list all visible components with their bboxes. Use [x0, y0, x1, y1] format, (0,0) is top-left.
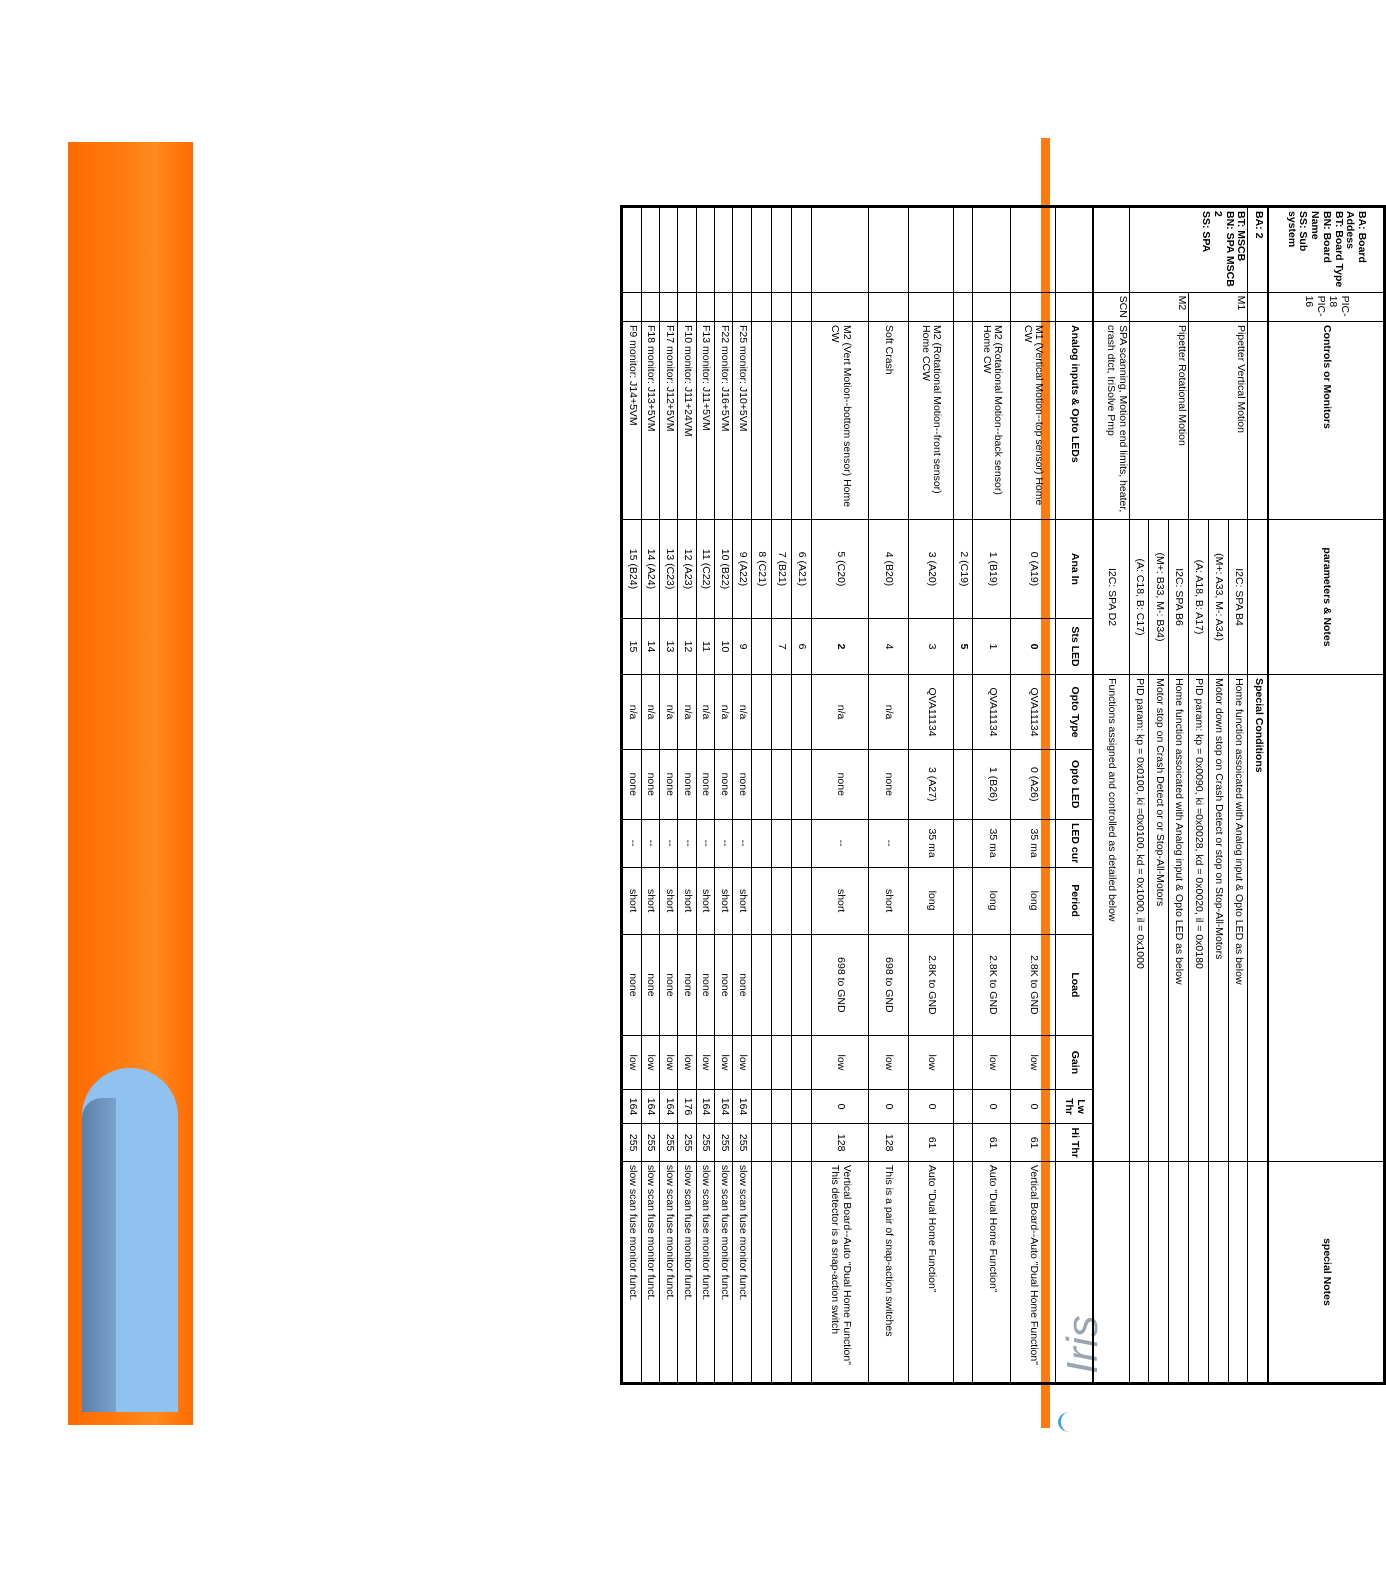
analog-cell: none [678, 934, 696, 1036]
scn-desc: Functions assigned and controlled as detailed below [1093, 675, 1129, 1162]
analog-cell [953, 675, 973, 750]
analog-cell: none [715, 749, 733, 819]
analog-cell: 255 [678, 1124, 696, 1161]
board-ba: BA: 2 [1248, 207, 1268, 293]
analog-cell: short [733, 867, 751, 934]
analog-cell: -- [660, 819, 678, 867]
analog-cell: none [733, 749, 751, 819]
analog-cell: none [696, 934, 714, 1036]
m1-row-1 [1228, 207, 1248, 1384]
analog-cell: 2.8K to GND [973, 934, 1010, 1036]
analog-cell [953, 934, 973, 1036]
analog-cell: 698 to GND [811, 934, 868, 1036]
analog-cell: none [733, 934, 751, 1036]
analog-cell: low [641, 1036, 659, 1090]
analog-cell: n/a [715, 675, 733, 750]
analog-cell [791, 322, 811, 520]
analog-cell: none [660, 749, 678, 819]
m1-i2c: I2C: SPA B4 [1228, 519, 1248, 674]
analog-row [868, 207, 908, 1384]
analog-cell: Vertical Board--Auto "Dual Home Function" This detector is a snap-action switch [811, 1161, 868, 1383]
analog-cell: low [1010, 1036, 1055, 1090]
analog-cell: 7 [771, 618, 791, 674]
analog-cell: 12 (A23) [678, 519, 696, 618]
analog-cell: This is a pair of snap-action switches [868, 1161, 908, 1383]
analog-cell: 15 (B24) [622, 519, 642, 618]
analog-cell: none [660, 934, 678, 1036]
analog-cell: 255 [715, 1124, 733, 1161]
analog-cell: low [973, 1036, 1010, 1090]
analog-cell: 176 [678, 1089, 696, 1124]
analog-cell: 164 [733, 1089, 751, 1124]
analog-cell: M1 (Vertical Motion--top sensor) Home CW [1010, 322, 1055, 520]
analog-cell: 35 ma [973, 819, 1010, 867]
col-period: Period [1055, 867, 1093, 934]
analog-cell: -- [715, 819, 733, 867]
legend-ss: SS: Sub system [1285, 211, 1310, 252]
analog-cell: 128 [811, 1124, 868, 1161]
legend-bn: BN: Board Name [1309, 211, 1333, 263]
analog-cell [751, 819, 771, 867]
analog-cell [791, 1161, 811, 1383]
analog-row [733, 207, 751, 1384]
analog-cell: low [660, 1036, 678, 1090]
analog-row [696, 207, 714, 1384]
analog-cell: n/a [811, 675, 868, 750]
legend-cell [1268, 207, 1384, 293]
scn-name: SPA scanning, Motion end limits, heater, crash dtct, IriSolve Pmp [1093, 322, 1129, 520]
m1-cond2: Motor down stop on Crash Detect or stop on Stop-All-Motors [1208, 675, 1228, 1162]
analog-cell: 164 [696, 1089, 714, 1124]
analog-cell [771, 749, 791, 819]
analog-cell: low [715, 1036, 733, 1090]
analog-row [973, 207, 1010, 1384]
legend-bt: BT: Board Type [1332, 211, 1345, 288]
legend-ba: BA: Board Addess [1344, 211, 1369, 263]
pic-cell [1268, 292, 1384, 321]
analog-cell [953, 1124, 973, 1161]
analog-cell: 164 [660, 1089, 678, 1124]
params-header: parameters & Notes [1268, 519, 1384, 674]
col-lw-thr: Lw Thr [1055, 1089, 1093, 1124]
analog-cell: 255 [733, 1124, 751, 1161]
analog-cell [791, 1036, 811, 1090]
params-header-spacer [1268, 675, 1384, 1162]
analog-cell: short [868, 867, 908, 934]
board-spec-table [620, 205, 1386, 1385]
analog-cell [791, 867, 811, 934]
m1-cond3: PID param: kp = 0x0090, ki =0x0028, kd = 0x0020, il = 0x0180 [1189, 675, 1209, 1162]
analog-cell: F9 monitor: J14+5VM [622, 322, 642, 520]
analog-cell: 2.8K to GND [1010, 934, 1055, 1036]
analog-cell: 11 [696, 618, 714, 674]
analog-cell [771, 934, 791, 1036]
analog-cell: slow scan fuse monitor funct. [715, 1161, 733, 1383]
m1-name: Pipetter Vertical Motion [1189, 322, 1248, 520]
analog-cell: 5 [953, 618, 973, 674]
m2-cond2: Motor stop on Crash Detect or or Stop-All-Motors [1149, 675, 1169, 1162]
m2-row-1 [1169, 207, 1189, 1384]
analog-cell [771, 1089, 791, 1124]
analog-cell: slow scan fuse monitor funct. [678, 1161, 696, 1383]
analog-cell: -- [811, 819, 868, 867]
analog-cell: 3 (A27) [908, 749, 953, 819]
analog-cell: 9 [733, 618, 751, 674]
analog-cell: short [678, 867, 696, 934]
analog-cell: -- [678, 819, 696, 867]
iris-logo: Iris [1058, 1315, 1107, 1374]
analog-cell: -- [733, 819, 751, 867]
analog-cell: slow scan fuse monitor funct. [660, 1161, 678, 1383]
analog-cell: 61 [1010, 1124, 1055, 1161]
scn-id: SCN [1093, 292, 1129, 321]
analog-cell: low [868, 1036, 908, 1090]
m2-name: Pipetter Rotational Motion [1129, 322, 1188, 520]
analog-row [771, 207, 791, 1384]
analog-cell: 61 [908, 1124, 953, 1161]
m2-i2c: I2C: SPA B6 [1169, 519, 1189, 674]
m1-cond1: Home function assoicated with Analog input & Opto LED as below [1228, 675, 1248, 1162]
analog-cell: F25 monitor: J10+5VM [733, 322, 751, 520]
analog-cell [791, 819, 811, 867]
analog-cell: 255 [660, 1124, 678, 1161]
analog-cell: 14 (A24) [641, 519, 659, 618]
analog-cell: 11 (C22) [696, 519, 714, 618]
col-led-cur: LED cur [1055, 819, 1093, 867]
analog-cell: Auto "Dual Home Function" [973, 1161, 1010, 1383]
analog-row [751, 207, 771, 1384]
analog-cell: F18 monitor: J13+5VM [641, 322, 659, 520]
analog-cell: 164 [622, 1089, 642, 1124]
analog-cell: 10 (B22) [715, 519, 733, 618]
m2-id: M2 [1129, 292, 1188, 321]
m2-pins1: (M+: B33, M-: B34) [1149, 519, 1169, 674]
analog-cell: F13 monitor: J11+5VM [696, 322, 714, 520]
analog-cell: n/a [733, 675, 751, 750]
analog-cell: 4 (B20) [868, 519, 908, 618]
analog-cell [751, 675, 771, 750]
analog-cell: M2 (Vert Motion--bottom sensor) Home CW [811, 322, 868, 520]
analog-cell: low [908, 1036, 953, 1090]
analog-cell: none [696, 749, 714, 819]
analog-cell: 13 [660, 618, 678, 674]
analog-cell: 0 (A19) [1010, 519, 1055, 618]
analog-cell: 128 [868, 1124, 908, 1161]
analog-cell: Vertical Board--Auto "Dual Home Function" [1010, 1161, 1055, 1383]
analog-cell: M2 (Rotational Motion--front sensor) Home CCW [908, 322, 953, 520]
pic-16-label: PIC-16 [1303, 295, 1328, 317]
analog-cell [953, 867, 973, 934]
analog-cell: 2 [811, 618, 868, 674]
analog-cell: -- [868, 819, 908, 867]
analog-cell: none [811, 749, 868, 819]
board-ss: SS: SPA [1200, 211, 1213, 253]
analog-cell: -- [696, 819, 714, 867]
analog-row [641, 207, 659, 1384]
m1-pins1: (M+: A33, M-: A34) [1208, 519, 1228, 674]
col-opto-led: Opto LED [1055, 749, 1093, 819]
analog-cell: Soft Crash [868, 322, 908, 520]
analog-cell [771, 867, 791, 934]
analog-cell: QVA11134 [973, 675, 1010, 750]
analog-cell: n/a [622, 675, 642, 750]
analog-cell: 3 [908, 618, 953, 674]
analog-row [791, 207, 811, 1384]
col-ana-in: Ana In [1055, 519, 1093, 618]
analog-cell [953, 1036, 973, 1090]
analog-cell: none [868, 749, 908, 819]
m2-cond1: Home function assoicated with Analog input & Opto LED as below [1169, 675, 1189, 1162]
analog-cell: 1 [973, 618, 1010, 674]
analog-cell: 0 [868, 1089, 908, 1124]
analog-cell: 1 (B19) [973, 519, 1010, 618]
analog-cell: QVA11134 [1010, 675, 1055, 750]
analog-row [1010, 207, 1055, 1384]
scn-i2c: I2C: SPA D2 [1093, 519, 1129, 674]
analog-cell: 35 ma [908, 819, 953, 867]
col-opto-type: Opto Type [1055, 675, 1093, 750]
analog-cell: 9 (A22) [733, 519, 751, 618]
analog-cell [791, 1124, 811, 1161]
analog-title: Analog inputs & Opto LEDs [1055, 322, 1093, 520]
analog-cell: 14 [641, 618, 659, 674]
analog-cell [771, 1036, 791, 1090]
analog-cell [771, 322, 791, 520]
analog-cell: low [811, 1036, 868, 1090]
analog-cell: low [622, 1036, 642, 1090]
analog-cell: 3 (A20) [908, 519, 953, 618]
analog-cell: slow scan fuse monitor funct. [733, 1161, 751, 1383]
board-info [1129, 207, 1248, 293]
analog-cell [771, 819, 791, 867]
analog-cell: slow scan fuse monitor funct. [696, 1161, 714, 1383]
analog-cell [791, 1089, 811, 1124]
analog-cell: 5 (C20) [811, 519, 868, 618]
analog-cell [953, 819, 973, 867]
analog-row [715, 207, 733, 1384]
header-row [1268, 207, 1384, 1384]
analog-row [908, 207, 953, 1384]
analog-cell: 2 (C19) [953, 519, 973, 618]
board-row [1248, 207, 1268, 1384]
col-sts-led: Sts LED [1055, 618, 1093, 674]
analog-cell [953, 749, 973, 819]
analog-cell: 12 [678, 618, 696, 674]
analog-cell: none [715, 934, 733, 1036]
analog-cell: low [696, 1036, 714, 1090]
analog-cell: n/a [696, 675, 714, 750]
analog-cell: slow scan fuse monitor funct. [641, 1161, 659, 1383]
analog-cell: 2.8K to GND [908, 934, 953, 1036]
analog-cell: short [660, 867, 678, 934]
analog-cell: 61 [973, 1124, 1010, 1161]
analog-cell: 15 [622, 618, 642, 674]
analog-cell: short [622, 867, 642, 934]
analog-cell [751, 867, 771, 934]
pic-18-label: PIC-18 [1326, 295, 1351, 317]
analog-cell [791, 675, 811, 750]
col-gain: Gain [1055, 1036, 1093, 1090]
analog-cell: none [641, 934, 659, 1036]
analog-cell [791, 749, 811, 819]
analog-cell [751, 1124, 771, 1161]
analog-cell [771, 1124, 791, 1161]
analog-row [811, 207, 868, 1384]
analog-cell: low [678, 1036, 696, 1090]
analog-cell: 0 [1010, 618, 1055, 674]
analog-cell: none [622, 934, 642, 1036]
analog-cell: 255 [641, 1124, 659, 1161]
analog-cell: n/a [868, 675, 908, 750]
scn-row [1093, 207, 1129, 1384]
col-hi-thr: Hi Thr [1055, 1124, 1093, 1161]
analog-cell: 6 (A21) [791, 519, 811, 618]
analog-cell [751, 934, 771, 1036]
m2-cond3: PID param: kp = 0x0100, ki =0x0100, kd = 0x1000, il = 0x1000 [1129, 675, 1149, 1162]
analog-cell: M2 (Rotational Motion--back sensor) Home CW [973, 322, 1010, 520]
analog-cell [771, 1161, 791, 1383]
analog-row [622, 207, 642, 1384]
analog-cell: 35 ma [1010, 819, 1055, 867]
analog-cell: 0 [973, 1089, 1010, 1124]
analog-cell: 0 [811, 1089, 868, 1124]
analog-cell: -- [622, 819, 642, 867]
analog-cell: short [811, 867, 868, 934]
notes-header: special Notes [1268, 1161, 1384, 1383]
analog-cell: long [1010, 867, 1055, 934]
m2-pins2: (A: C18, B: C17) [1129, 519, 1149, 674]
special-conditions-label: Special Conditions [1248, 675, 1268, 1162]
analog-cell [751, 1036, 771, 1090]
analog-cell: 255 [696, 1124, 714, 1161]
controls-header: Controls or Monitors [1268, 322, 1384, 520]
analog-cell: 8 (C21) [751, 519, 771, 618]
board-bt: BT: MSCB [1235, 211, 1248, 262]
analog-cell: short [641, 867, 659, 934]
analog-cell: n/a [641, 675, 659, 750]
analog-cell: Auto "Dual Home Function" [908, 1161, 953, 1383]
logo-swoosh-icon [1058, 1412, 1081, 1432]
analog-cell: F22 monitor: J16+5VM [715, 322, 733, 520]
analog-cell: 255 [622, 1124, 642, 1161]
analog-cell: F10 monitor: J11+24VM [678, 322, 696, 520]
analog-cell: 10 [715, 618, 733, 674]
analog-cell [791, 934, 811, 1036]
analog-cell: 0 (A26) [1010, 749, 1055, 819]
analog-cell: 698 to GND [868, 934, 908, 1036]
analog-cell: -- [641, 819, 659, 867]
analog-cell: 6 [791, 618, 811, 674]
analog-cell: 0 [1010, 1089, 1055, 1124]
analog-row [660, 207, 678, 1384]
analog-cell: none [678, 749, 696, 819]
analog-cell: none [641, 749, 659, 819]
analog-cell: 4 [868, 618, 908, 674]
m1-pins2: (A: A18, B: A17) [1189, 519, 1209, 674]
col-load: Load [1055, 934, 1093, 1036]
analog-cell: short [715, 867, 733, 934]
analog-cell: 13 (C23) [660, 519, 678, 618]
analog-cell [751, 749, 771, 819]
analog-cell [953, 1161, 973, 1383]
analog-cell: n/a [660, 675, 678, 750]
analog-cell: 164 [715, 1089, 733, 1124]
analog-cell: low [733, 1036, 751, 1090]
analog-cell: F17 monitor: J12+5VM [660, 322, 678, 520]
analog-cell [953, 322, 973, 520]
analog-cell [751, 322, 771, 520]
analog-cell [771, 675, 791, 750]
analog-header-row [1055, 207, 1093, 1384]
analog-cell: 0 [908, 1089, 953, 1124]
analog-cell: 1 (B26) [973, 749, 1010, 819]
analog-cell: n/a [678, 675, 696, 750]
analog-cell: 7 (B21) [771, 519, 791, 618]
analog-cell: short [696, 867, 714, 934]
analog-cell: slow scan fuse monitor funct. [622, 1161, 642, 1383]
analog-cell [751, 1161, 771, 1383]
analog-cell: none [622, 749, 642, 819]
analog-cell [953, 1089, 973, 1124]
analog-cell [751, 1089, 771, 1124]
rotated-spec-table [620, 205, 1386, 1385]
blue-tab-graphic [82, 1068, 178, 1412]
board-bn: BN: SPA MSCB 2 [1211, 211, 1236, 287]
analog-cell: long [908, 867, 953, 934]
analog-row [953, 207, 973, 1384]
analog-cell: 164 [641, 1089, 659, 1124]
analog-cell: QVA11134 [908, 675, 953, 750]
analog-cell [751, 618, 771, 674]
analog-row [678, 207, 696, 1384]
analog-cell: long [973, 867, 1010, 934]
m1-id: M1 [1189, 292, 1248, 321]
